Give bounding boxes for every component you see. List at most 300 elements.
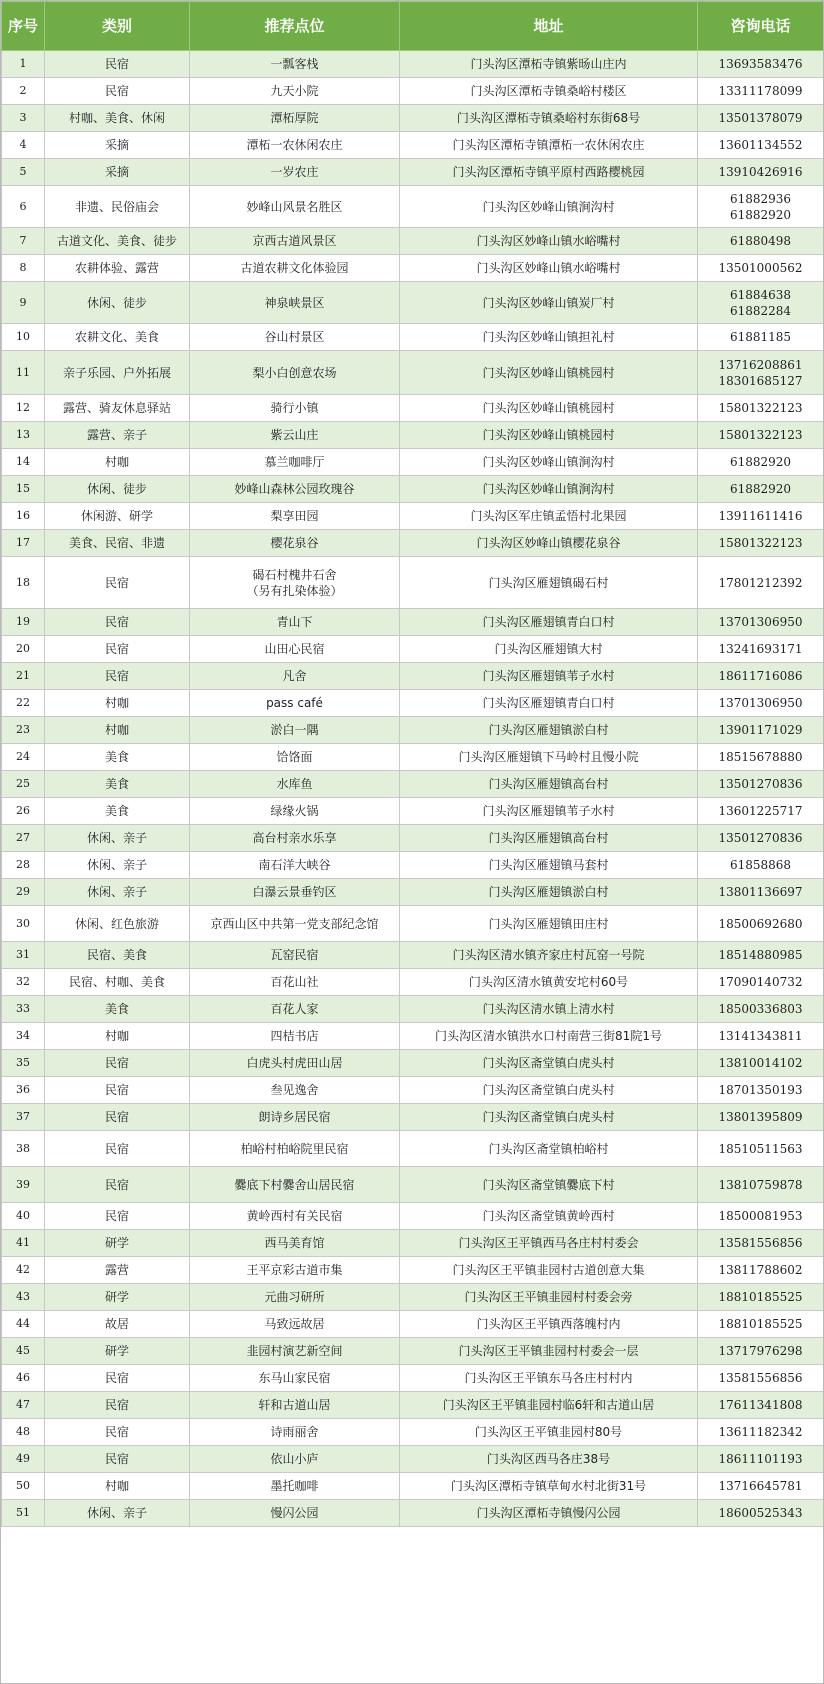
cell-phone-line: 13241693171: [718, 642, 803, 656]
cell-no: 32: [2, 969, 45, 996]
cell-address: 门头沟区妙峰山镇炭厂村: [400, 282, 698, 324]
cell-category: 美食: [45, 744, 190, 771]
cell-no: 43: [2, 1284, 45, 1311]
cell-spot: [190, 105, 400, 132]
table-row: [2, 969, 824, 996]
table-row: [2, 78, 824, 105]
table-row: [2, 282, 824, 324]
cell-address: 门头沟区雁翅镇高台村: [400, 771, 698, 798]
cell-phone: [698, 1338, 824, 1365]
table-row: [2, 1023, 824, 1050]
cell-address: 门头沟区潭柘寺镇平原村西路樱桃园: [400, 159, 698, 186]
cell-category: 休闲游、研学: [45, 503, 190, 530]
cell-category: 村咖: [45, 1473, 190, 1500]
cell-phone-line: 18611716086: [718, 669, 803, 683]
cell-phone-line: 13717976298: [718, 1344, 803, 1358]
cell-address: 门头沟区王平镇韭园村80号: [400, 1419, 698, 1446]
cell-spot-line: 一岁农庄: [270, 165, 319, 179]
cell-address: 门头沟区雁翅镇马套村: [400, 852, 698, 879]
cell-spot: [190, 51, 400, 78]
cell-spot-line: 东马山家民宿: [258, 1371, 331, 1385]
cell-spot-line: 王平京彩古道市集: [246, 1263, 343, 1277]
cell-spot: [190, 1446, 400, 1473]
cell-no: 4: [2, 132, 45, 159]
cell-no: 36: [2, 1077, 45, 1104]
cell-phone: [698, 1167, 824, 1203]
cell-spot: [190, 282, 400, 324]
cell-spot-line: 妙峰山风景名胜区: [246, 199, 343, 214]
cell-spot-line: 淤白一隅: [270, 723, 319, 737]
cell-category: 故居: [45, 1311, 190, 1338]
cell-no: 38: [2, 1131, 45, 1167]
table-row: [2, 186, 824, 228]
cell-phone-line: 61880498: [729, 234, 792, 248]
cell-spot-line: 凡舍: [282, 669, 307, 683]
table-row: [2, 503, 824, 530]
table-row: [2, 255, 824, 282]
cell-address: 门头沟区妙峰山镇涧沟村: [400, 476, 698, 503]
cell-phone: [698, 282, 824, 324]
table-row: [2, 530, 824, 557]
table-row: [2, 51, 824, 78]
cell-phone-line: 17801212392: [718, 575, 803, 590]
cell-no: 9: [2, 282, 45, 324]
cell-address: 门头沟区雁翅镇碣石村: [400, 557, 698, 609]
cell-address: 门头沟区雁翅镇淤白村: [400, 879, 698, 906]
cell-category: 美食: [45, 798, 190, 825]
cell-spot: [190, 663, 400, 690]
cell-no: 42: [2, 1257, 45, 1284]
table-row: [2, 1365, 824, 1392]
cell-phone-line: 13901171029: [718, 723, 803, 737]
cell-phone-line: 18515678880: [718, 750, 803, 764]
cell-phone-line: 13911611416: [718, 509, 803, 523]
cell-address: 门头沟区王平镇韭园村临6轩和古道山居: [400, 1392, 698, 1419]
cell-phone-line: 13693583476: [718, 57, 803, 71]
cell-no: 28: [2, 852, 45, 879]
table-row: [2, 942, 824, 969]
cell-spot-line: 马致远故居: [264, 1317, 325, 1331]
cell-spot: [190, 1473, 400, 1500]
cell-spot: [190, 1230, 400, 1257]
cell-phone-line: 18611101193: [718, 1452, 803, 1466]
cell-phone-line: 13501270836: [718, 777, 803, 791]
cell-spot: [190, 1365, 400, 1392]
cell-category: 村咖: [45, 717, 190, 744]
cell-no: 46: [2, 1365, 45, 1392]
cell-no: 34: [2, 1023, 45, 1050]
cell-spot-line: 潭柘厚院: [270, 111, 319, 125]
cell-phone: [698, 1446, 824, 1473]
cell-phone: [698, 1392, 824, 1419]
cell-category: 研学: [45, 1284, 190, 1311]
cell-category: 民宿: [45, 78, 190, 105]
cell-no: 13: [2, 422, 45, 449]
cell-phone-line: 61884638: [729, 287, 792, 302]
cell-address: 门头沟区清水镇洪水口村南营三街81院1号: [400, 1023, 698, 1050]
cell-no: 41: [2, 1230, 45, 1257]
cell-spot-line: 谷山村景区: [264, 330, 325, 344]
cell-phone: [698, 996, 824, 1023]
cell-address: 门头沟区妙峰山镇樱花泉谷: [400, 530, 698, 557]
cell-category: 休闲、亲子: [45, 1500, 190, 1527]
cell-phone-line: 13581556856: [718, 1236, 803, 1250]
cell-phone: [698, 132, 824, 159]
cell-spot: [190, 1023, 400, 1050]
cell-spot-line: 梨享田园: [270, 509, 319, 523]
table-row: [2, 228, 824, 255]
cell-address: 门头沟区雁翅镇高台村: [400, 825, 698, 852]
cell-phone-line: 61882920: [729, 482, 792, 496]
cell-category: 美食: [45, 996, 190, 1023]
cell-spot: [190, 717, 400, 744]
cell-phone: [698, 663, 824, 690]
cell-category: 休闲、亲子: [45, 825, 190, 852]
cell-spot: [190, 996, 400, 1023]
cell-category: 古道文化、美食、徒步: [45, 228, 190, 255]
cell-category: 休闲、亲子: [45, 879, 190, 906]
cell-category: 民宿: [45, 1203, 190, 1230]
cell-no: 19: [2, 609, 45, 636]
cell-phone-line: 13716208861: [718, 357, 803, 372]
cell-phone: [698, 1365, 824, 1392]
cell-address: 门头沟区雁翅镇田庄村: [400, 906, 698, 942]
cell-spot: [190, 132, 400, 159]
cell-spot-line: 京西山区中共第一党支部纪念馆: [210, 916, 379, 931]
cell-phone-line: 13611182342: [718, 1425, 803, 1439]
cell-category: 采摘: [45, 132, 190, 159]
cell-phone: [698, 1419, 824, 1446]
cell-phone-line: 15801322123: [718, 428, 803, 442]
cell-category: 露营: [45, 1257, 190, 1284]
cell-category: 露营、骑友休息驿站: [45, 395, 190, 422]
cell-address: 门头沟区雁翅镇苇子水村: [400, 798, 698, 825]
cell-address: 门头沟区潭柘寺镇潭柘一农休闲农庄: [400, 132, 698, 159]
cell-address: 门头沟区王平镇西落魄村内: [400, 1311, 698, 1338]
cell-spot-line: 慕兰咖啡厅: [264, 455, 325, 469]
cell-phone: [698, 159, 824, 186]
cell-spot: [190, 351, 400, 395]
cell-category: 民宿: [45, 1446, 190, 1473]
cell-phone: [698, 557, 824, 609]
cell-spot-line: 爨底下村爨舍山居民宿: [234, 1177, 355, 1192]
cell-spot: [190, 852, 400, 879]
cell-address: 门头沟区斋堂镇柏峪村: [400, 1131, 698, 1167]
cell-spot-line: 高台村亲水乐享: [252, 831, 337, 845]
cell-no: 6: [2, 186, 45, 228]
cell-phone-line: 17611341808: [718, 1398, 803, 1412]
cell-spot: [190, 1203, 400, 1230]
cell-spot-line: 南石洋大峡谷: [258, 858, 331, 872]
cell-spot-line: 山田心民宿: [264, 642, 325, 656]
cell-address: 门头沟区清水镇上清水村: [400, 996, 698, 1023]
table-row: [2, 609, 824, 636]
cell-address: 门头沟区妙峰山镇桃园村: [400, 422, 698, 449]
table-row: [2, 1050, 824, 1077]
table-row: [2, 1257, 824, 1284]
cell-no: 14: [2, 449, 45, 476]
cell-spot: [190, 1077, 400, 1104]
cell-address: 门头沟区潭柘寺镇紫旸山庄内: [400, 51, 698, 78]
cell-no: 11: [2, 351, 45, 395]
cell-category: 民宿: [45, 636, 190, 663]
table-row: [2, 798, 824, 825]
cell-phone: [698, 186, 824, 228]
cell-phone-line: 18810185525: [718, 1317, 803, 1331]
cell-address: 门头沟区雁翅镇大村: [400, 636, 698, 663]
table-row: [2, 906, 824, 942]
cell-phone: [698, 105, 824, 132]
cell-address: 门头沟区雁翅镇淤白村: [400, 717, 698, 744]
cell-phone: [698, 395, 824, 422]
cell-spot-line: 朗诗乡居民宿: [258, 1110, 331, 1124]
cell-category: 研学: [45, 1230, 190, 1257]
cell-phone: [698, 255, 824, 282]
table-row: [2, 557, 824, 609]
cell-phone: [698, 609, 824, 636]
cell-spot: [190, 1392, 400, 1419]
cell-category: 休闲、徒步: [45, 476, 190, 503]
cell-phone-line: 13810014102: [718, 1056, 803, 1070]
cell-phone-line: 13810759878: [718, 1177, 803, 1192]
cell-spot-line: 潭柘一农休闲农庄: [246, 138, 343, 152]
cell-address: 门头沟区斋堂镇白虎头村: [400, 1104, 698, 1131]
cell-phone: [698, 1284, 824, 1311]
cell-phone: [698, 351, 824, 395]
table-row: [2, 690, 824, 717]
cell-phone-line: 13501270836: [718, 831, 803, 845]
cell-spot-line: 白虎头村虎田山居: [246, 1056, 343, 1070]
cell-phone-line: 61882920: [729, 455, 792, 469]
cell-phone: [698, 449, 824, 476]
cell-category: 村咖、美食、休闲: [45, 105, 190, 132]
cell-no: 3: [2, 105, 45, 132]
cell-no: 15: [2, 476, 45, 503]
cell-spot-line: 轩和古道山居: [258, 1398, 331, 1412]
cell-category: 民宿: [45, 1419, 190, 1446]
cell-spot: [190, 503, 400, 530]
cell-phone: [698, 530, 824, 557]
cell-address: 门头沟区军庄镇孟悟村北果园: [400, 503, 698, 530]
cell-phone-line: 15801322123: [718, 401, 803, 415]
cell-phone-line: 18701350193: [718, 1083, 803, 1097]
cell-no: 18: [2, 557, 45, 609]
cell-no: 39: [2, 1167, 45, 1203]
cell-address: 门头沟区王平镇韭园村村委会旁: [400, 1284, 698, 1311]
cell-spot-line: 妙峰山森林公园玫瑰谷: [234, 482, 355, 496]
table-row: [2, 395, 824, 422]
cell-address: 门头沟区妙峰山镇担礼村: [400, 324, 698, 351]
cell-phone-line: 61881185: [729, 330, 792, 344]
cell-phone-line: 18810185525: [718, 1290, 803, 1304]
cell-spot-line: 黄岭西村有关民宿: [246, 1209, 343, 1223]
cell-phone: [698, 1473, 824, 1500]
cell-no: 50: [2, 1473, 45, 1500]
cell-spot-line: 樱花泉谷: [270, 536, 319, 550]
cell-no: 48: [2, 1419, 45, 1446]
table-row: [2, 476, 824, 503]
cell-no: 49: [2, 1446, 45, 1473]
cell-spot-line: 四桔书店: [270, 1029, 319, 1043]
cell-spot: [190, 969, 400, 996]
cell-category: 民宿: [45, 1365, 190, 1392]
header-phone: 咨询电话: [698, 2, 824, 51]
header-category: 类别: [45, 2, 190, 51]
table-row: [2, 1167, 824, 1203]
table-row: [2, 449, 824, 476]
cell-category: 休闲、红色旅游: [45, 906, 190, 942]
cell-spot: [190, 1419, 400, 1446]
cell-no: 40: [2, 1203, 45, 1230]
cell-address: 门头沟区斋堂镇黄岭西村: [400, 1203, 698, 1230]
cell-address: 门头沟区王平镇东马各庄村村内: [400, 1365, 698, 1392]
cell-phone-line: 18500336803: [718, 1002, 803, 1016]
cell-spot-line: 瓦窑民宿: [270, 948, 319, 962]
cell-phone-line: 18510511563: [718, 1141, 803, 1156]
table-row: [2, 879, 824, 906]
cell-spot: [190, 798, 400, 825]
cell-category: 露营、亲子: [45, 422, 190, 449]
cell-phone-line: 13581556856: [718, 1371, 803, 1385]
cell-phone: [698, 503, 824, 530]
cell-address: 门头沟区妙峰山镇水峪嘴村: [400, 228, 698, 255]
cell-address: 门头沟区妙峰山镇涧沟村: [400, 449, 698, 476]
cell-category: 采摘: [45, 159, 190, 186]
cell-spot: [190, 1257, 400, 1284]
table-row: [2, 852, 824, 879]
cell-spot-line: 慢闪公园: [270, 1506, 319, 1520]
cell-category: 民宿: [45, 557, 190, 609]
cell-address: 门头沟区斋堂镇白虎头村: [400, 1050, 698, 1077]
cell-phone-line: 18600525343: [718, 1506, 803, 1520]
cell-spot-line: 古道农耕文化体验园: [240, 261, 349, 275]
cell-phone: [698, 906, 824, 942]
cell-no: 29: [2, 879, 45, 906]
table-row: [2, 159, 824, 186]
cell-phone: [698, 1257, 824, 1284]
cell-phone: [698, 879, 824, 906]
cell-category: 美食、民宿、非遗: [45, 530, 190, 557]
table-row: [2, 105, 824, 132]
cell-address: 门头沟区潭柘寺镇桑峪村东街68号: [400, 105, 698, 132]
cell-no: 7: [2, 228, 45, 255]
cell-no: 25: [2, 771, 45, 798]
cell-spot-line: 百花人家: [270, 1002, 319, 1016]
cell-phone-line: 13701306950: [718, 615, 803, 629]
cell-address: 门头沟区雁翅镇下马岭村且慢小院: [400, 744, 698, 771]
cell-spot-line: 梨小白创意农场: [252, 365, 337, 380]
cell-phone-line: 18500081953: [718, 1209, 803, 1223]
cell-address: 门头沟区潭柘寺镇桑峪村楼区: [400, 78, 698, 105]
cell-spot-line: 水库鱼: [276, 777, 313, 791]
cell-phone: [698, 228, 824, 255]
cell-no: 23: [2, 717, 45, 744]
cell-category: 民宿、美食: [45, 942, 190, 969]
cell-spot-line: 一瓢客栈: [270, 57, 319, 71]
cell-spot: [190, 1338, 400, 1365]
cell-category: 农耕文化、美食: [45, 324, 190, 351]
cell-phone: [698, 1131, 824, 1167]
cell-spot-line: 西马美育馆: [264, 1236, 325, 1250]
cell-phone-line: 13701306950: [718, 696, 803, 710]
cell-phone: [698, 717, 824, 744]
cell-spot: [190, 324, 400, 351]
cell-no: 51: [2, 1500, 45, 1527]
cell-spot-line: 饸饹面: [276, 750, 313, 764]
table-row: [2, 1500, 824, 1527]
cell-spot-line: 碣石村槐井石舍: [252, 567, 337, 582]
cell-category: 研学: [45, 1338, 190, 1365]
cell-phone-line: 13716645781: [718, 1479, 803, 1493]
table-row: [2, 744, 824, 771]
table-row: [2, 1446, 824, 1473]
cell-phone: [698, 969, 824, 996]
cell-spot-line: 九天小院: [270, 84, 319, 98]
cell-spot: [190, 422, 400, 449]
cell-phone-line: 13811788602: [718, 1263, 803, 1277]
cell-no: 8: [2, 255, 45, 282]
cell-phone-line: 13601134552: [718, 138, 803, 152]
cell-phone-line: 18514880985: [718, 948, 803, 962]
cell-category: 民宿、村咖、美食: [45, 969, 190, 996]
cell-phone-line: 13910426916: [718, 165, 803, 179]
cell-spot: [190, 1284, 400, 1311]
table-row: [2, 636, 824, 663]
cell-spot-line: 紫云山庄: [270, 428, 319, 442]
header-row: [2, 2, 824, 51]
cell-address: 门头沟区斋堂镇白虎头村: [400, 1077, 698, 1104]
cell-category: 美食: [45, 771, 190, 798]
header-spot: 推荐点位: [190, 2, 400, 51]
table-row: [2, 717, 824, 744]
cell-phone: [698, 771, 824, 798]
cell-phone: [698, 1500, 824, 1527]
table-row: [2, 771, 824, 798]
header-address: 地址: [400, 2, 698, 51]
cell-category: 村咖: [45, 1023, 190, 1050]
cell-no: 30: [2, 906, 45, 942]
table-row: [2, 324, 824, 351]
cell-category: 民宿: [45, 1167, 190, 1203]
table-row: [2, 1392, 824, 1419]
cell-address: 门头沟区妙峰山镇桃园村: [400, 395, 698, 422]
cell-phone-line: 13801136697: [718, 885, 803, 899]
cell-spot: [190, 228, 400, 255]
table-row: [2, 1338, 824, 1365]
cell-address: 门头沟区潭柘寺镇草甸水村北街31号: [400, 1473, 698, 1500]
cell-spot-line: 骑行小镇: [270, 401, 319, 415]
cell-no: 2: [2, 78, 45, 105]
cell-spot: [190, 255, 400, 282]
cell-phone: [698, 942, 824, 969]
cell-address: 门头沟区王平镇韭园村村委会一层: [400, 1338, 698, 1365]
table-row: [2, 132, 824, 159]
cell-phone: [698, 690, 824, 717]
cell-address: 门头沟区妙峰山镇水峪嘴村: [400, 255, 698, 282]
cell-spot-line: 京西古道风景区: [252, 234, 337, 248]
cell-no: 35: [2, 1050, 45, 1077]
cell-spot: [190, 636, 400, 663]
cell-address: 门头沟区潭柘寺镇慢闪公园: [400, 1500, 698, 1527]
table-row: [2, 663, 824, 690]
cell-spot: [190, 476, 400, 503]
cell-phone: [698, 1050, 824, 1077]
table-row: [2, 1473, 824, 1500]
cell-phone-line: 61882936: [729, 191, 792, 206]
cell-category: 民宿: [45, 1077, 190, 1104]
cell-phone: [698, 476, 824, 503]
cell-spot-line: 神泉峡景区: [264, 295, 325, 310]
